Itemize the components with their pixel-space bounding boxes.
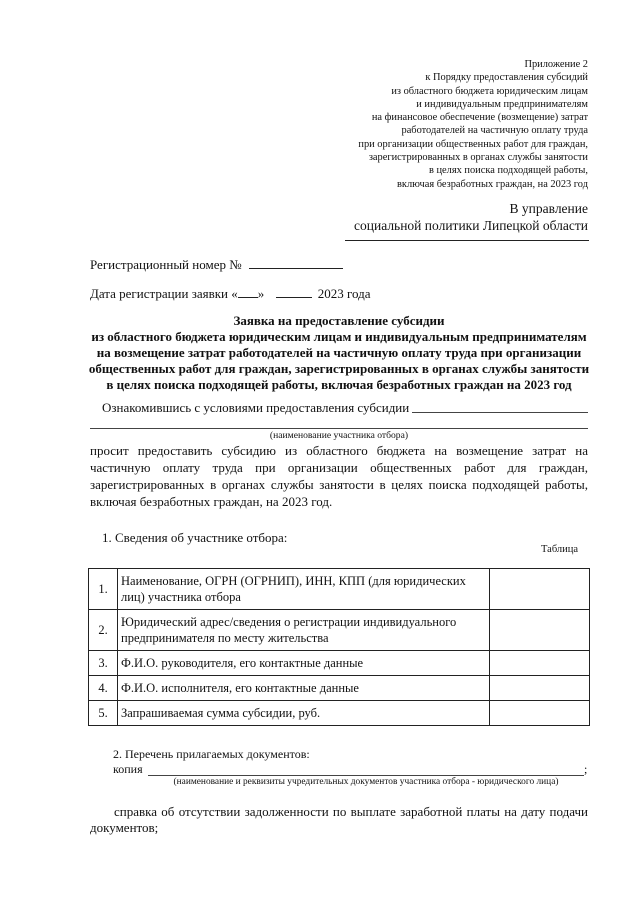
row-value-cell[interactable] bbox=[490, 569, 590, 610]
appendix-line: в целях поиска подходящей работы, bbox=[428, 165, 588, 177]
registration-number-blank[interactable] bbox=[249, 257, 343, 269]
section-2-heading: 2. Перечень прилагаемых документов: bbox=[113, 747, 310, 761]
table-row bbox=[89, 610, 590, 651]
row-description: Наименование, ОГРН (ОГРНИП), ИНН, КПП (для юридических лиц) участника отбора bbox=[118, 569, 490, 610]
row-description: Ф.И.О. руководителя, его контактные данные bbox=[118, 651, 490, 676]
table-row bbox=[89, 651, 590, 676]
row-number: 3. bbox=[89, 651, 118, 676]
registration-year-label: 2023 года bbox=[317, 286, 371, 301]
registration-number-field bbox=[90, 257, 343, 273]
title-line: общественных работ для граждан, зарегистрированных в органах службы занятости bbox=[88, 361, 590, 376]
appendix-line: работодателей на частичную оплату труда bbox=[401, 125, 588, 137]
registration-month-blank[interactable] bbox=[276, 286, 312, 298]
row-value-cell[interactable] bbox=[490, 701, 590, 726]
addressee-line-1: В управление bbox=[509, 201, 588, 216]
appendix-line: из областного бюджета юридическим лицам bbox=[391, 85, 588, 97]
table-row bbox=[89, 569, 590, 610]
appendix-line: к Порядку предоставления субсидий bbox=[425, 72, 588, 84]
appendix-line: на финансовое обеспечение (возмещение) затрат bbox=[371, 112, 588, 124]
row-description: Ф.И.О. исполнителя, его контактные данные bbox=[118, 676, 490, 701]
registration-date-label: Дата регистрации заявки « bbox=[90, 286, 238, 301]
row-value-cell[interactable] bbox=[490, 676, 590, 701]
participant-name-blank-1[interactable] bbox=[412, 412, 588, 413]
appendix-line: и индивидуальным предпринимателям bbox=[416, 98, 588, 110]
title-line: Заявка на предоставление субсидии bbox=[233, 313, 445, 328]
registration-date-field bbox=[90, 286, 371, 302]
registration-day-blank[interactable] bbox=[238, 286, 258, 298]
addressee-block bbox=[288, 200, 588, 234]
certificate-paragraph: справка об отсутствии задолженности по выплате заработной платы на дату подачи документов; bbox=[90, 804, 588, 835]
appendix-header bbox=[258, 58, 588, 191]
participant-info-table bbox=[88, 568, 590, 726]
row-description: Юридический адрес/сведения о регистрации индивидуального предпринимателя по месту жительства bbox=[118, 610, 490, 651]
registration-number-label: Регистрационный номер № bbox=[90, 257, 242, 272]
row-description: Запрашиваемая сумма субсидии, руб. bbox=[118, 701, 490, 726]
table-label: Таблица bbox=[541, 544, 579, 555]
row-value-cell[interactable] bbox=[490, 651, 590, 676]
copy-label: копия bbox=[113, 762, 143, 776]
addressee-signature-line bbox=[345, 240, 589, 241]
participant-name-caption: (наименование участника отбора) bbox=[269, 430, 409, 441]
row-number: 5. bbox=[89, 701, 118, 726]
title-line: из областного бюджета юридическим лицам и индивидуальным предпринимателям bbox=[91, 329, 587, 344]
registration-date-quote: » bbox=[257, 286, 265, 301]
addressee-line-2: социальной политики Липецкой области bbox=[354, 218, 588, 233]
appendix-line: зарегистрированных в органах службы занятости bbox=[368, 152, 588, 164]
title-line: в целях поиска подходящей работы, включая безработных граждан на 2023 год bbox=[106, 377, 572, 392]
title-line: на возмещение затрат работодателей на частичную оплату труда при организации bbox=[96, 345, 582, 360]
familiarization-text: Ознакомившись с условиями предоставления субсидии bbox=[102, 400, 410, 415]
table-row bbox=[89, 676, 590, 701]
appendix-line: включая безработных граждан, на 2023 год bbox=[397, 178, 588, 190]
documents-semicolon: ; bbox=[584, 762, 588, 776]
row-number: 1. bbox=[89, 569, 118, 610]
document-title bbox=[80, 313, 598, 393]
row-number: 2. bbox=[89, 610, 118, 651]
request-paragraph: просит предоставить субсидию из областного бюджета на возмещение затрат на частичную оплату труда при организации общественных работ для граждан, зарегистрированных в органах службы занятости в целях поиска подходящей работы, включая безработных граждан, на 2023 год. bbox=[90, 443, 588, 509]
appendix-line: при организации общественных работ для граждан, bbox=[358, 138, 588, 150]
participant-name-blank-2[interactable] bbox=[90, 428, 588, 429]
row-value-cell[interactable] bbox=[490, 610, 590, 651]
section-1-heading: 1. Сведения об участнике отбора: bbox=[102, 530, 288, 545]
table-row bbox=[89, 701, 590, 726]
appendix-line: Приложение 2 bbox=[524, 59, 588, 70]
documents-blank[interactable] bbox=[148, 775, 584, 776]
row-number: 4. bbox=[89, 676, 118, 701]
documents-caption: (наименование и реквизиты учредительных документов участника отбора - юридического лица) bbox=[173, 777, 559, 787]
